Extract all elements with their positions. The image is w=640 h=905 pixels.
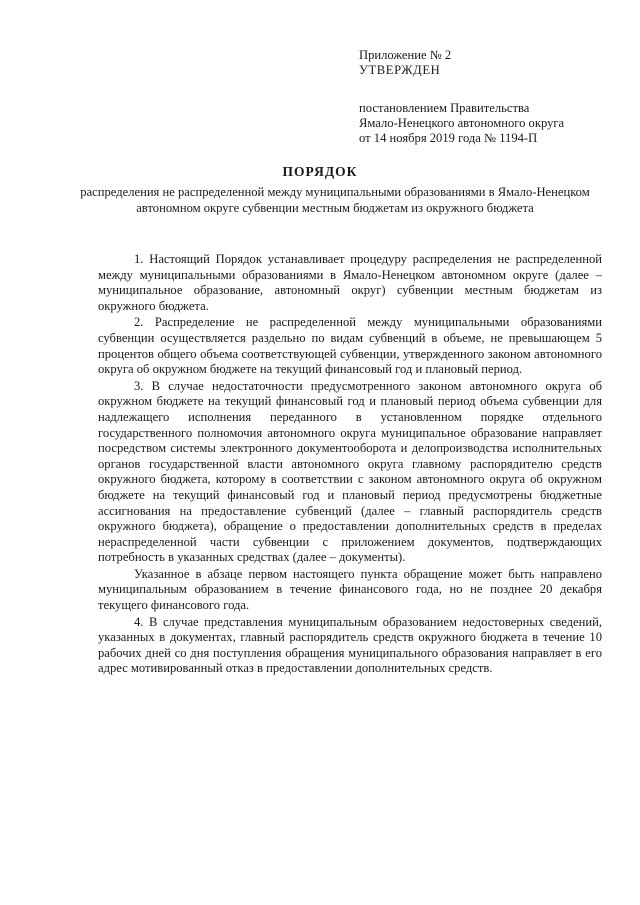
document-title: ПОРЯДОК — [282, 164, 358, 179]
decree-line: постановлением Правительства — [359, 101, 530, 115]
document-subtitle: распределения не распределенной между муниципальными образованиями в Ямало-Ненецком автономном округе субвенции местным бюджетам из окружного бюджета — [80, 185, 590, 215]
approved-label: УТВЕРЖДЕН — [359, 63, 441, 77]
decree-line: Ямало-Ненецкого автономного округа — [359, 116, 565, 130]
decree-line: от 14 ноября 2019 года № 1194-П — [359, 131, 538, 145]
paragraph-2: 2. Распределение не распределенной между муниципальными образованиями субвенции осуществляется раздельно по видам субвенций в объеме, не превышающем 5 процентов общего объема соответствующей субвенции, утвержденного законом автономного округа об окружном бюджете на текущий финансовый год и плановый период. — [98, 315, 602, 377]
paragraph-3-continued: Указанное в абзаце первом настоящего пункта обращение может быть направлено муниципальным образованием в течение финансового года, но не позднее 20 декабря текущего финансового года. — [98, 566, 602, 613]
paragraph-1: 1. Настоящий Порядок устанавливает процедуру распределения не распределенной между муниципальными образованиями в Ямало-Ненецком автономном округе (далее – муниципальное образование, автономный округ) субвенции местным бюджетам из окружного бюджета. — [98, 252, 602, 313]
paragraph-3: 3. В случае недостаточности предусмотренного законом автономного округа об окружном бюджете на текущий финансовый год и плановый период объема субвенции для надлежащего исполнения переданного в установленном порядке отдельного государственного полномочия автономного округа муниципальное образование направляет посредством системы электронного документооборота и делопроизводства исполнительных органов государственной власти автономного округа главному распорядителю средств окружного бюджета, которому в соответствии с законом автономного округа об окружном бюджете на текущий финансовый год и плановый период предусмотрены бюджетные ассигнования на предоставление субвенций (далее – главный распорядитель средств окружного бюджета), обращение о предоставлении дополнительных средств в пределах нераспределенной части субвенции с приложением документов, подтверждающих потребность в указанных средствах (далее – документы). — [98, 378, 602, 565]
document-body — [98, 252, 602, 677]
approval-header — [359, 48, 619, 146]
appendix-label: Приложение № 2 — [359, 48, 452, 62]
paragraph-4: 4. В случае представления муниципальным образованием недостоверных сведений, указанных в документах, главный распорядитель средств окружного бюджета в течение 10 рабочих дней со дня поступления обращения муниципального образования направляет в его адрес мотивированный отказ в предоставлении дополнительных средств. — [98, 614, 602, 676]
